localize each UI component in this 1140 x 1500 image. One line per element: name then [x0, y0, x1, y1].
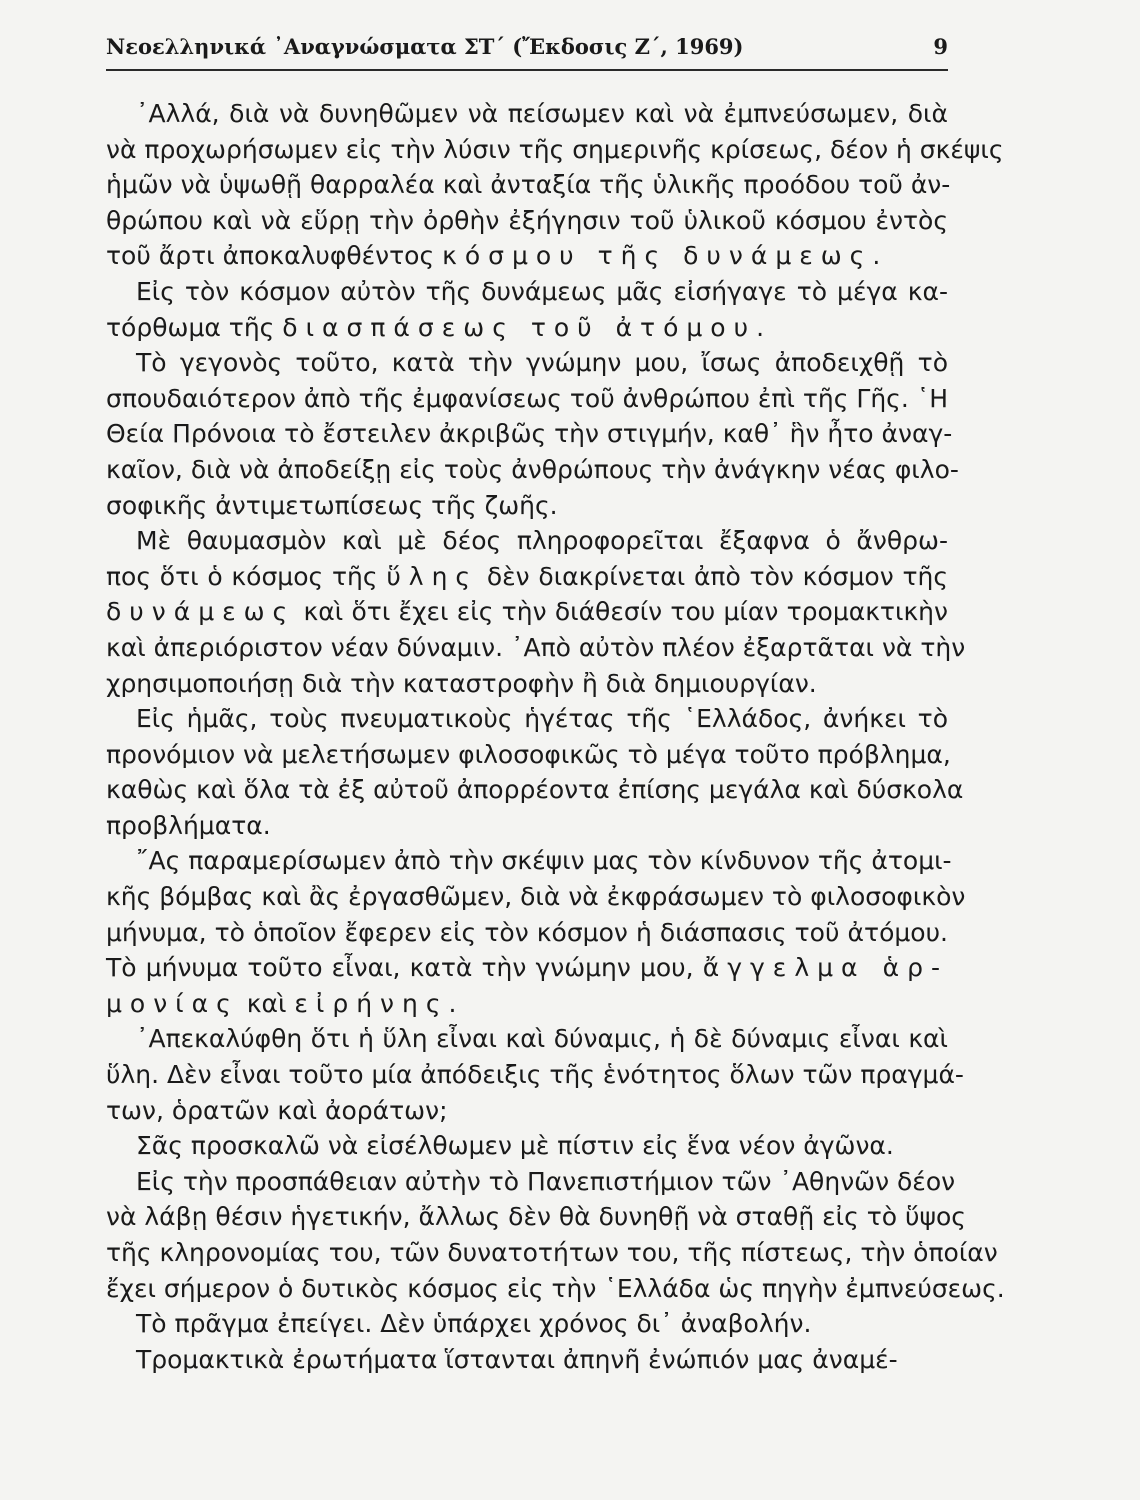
paragraph: [106, 1128, 948, 1164]
text-line: [106, 1342, 948, 1378]
text-segment: Τὸ μήνυμα τοῦτο εἶναι, κατὰ τὴν γνώμην μου,: [106, 953, 703, 983]
text-line: [106, 1021, 948, 1057]
text-segment: σπουδαιότερον ἀπὸ τῆς ἐμφανίσεως τοῦ ἀνθρώπου ἐπὶ τῆς Γῆς. ῾Η: [106, 383, 949, 413]
text-segment: τῆς κληρονομίας του, τῶν δυνατοτήτων του, τῆς πίστεως, τὴν ὁποίαν: [106, 1238, 998, 1267]
text-segment: σοφικῆς ἀντιμετωπίσεως τῆς ζωῆς.: [106, 490, 558, 520]
text-line: [106, 1164, 956, 1200]
text-segment: δὲν διακρίνεται ἀπὸ τὸν κόσμον τῆς: [478, 561, 949, 591]
text-line: [106, 1235, 998, 1271]
paragraph: [106, 843, 966, 1021]
text-segment: θρώπου καὶ νὰ εὕρῃ τὴν ὀρθὴν ἐξήγησιν τοῦ ὑλικοῦ κόσμου ἐντὸς: [106, 205, 948, 235]
text-line: [106, 1271, 1005, 1307]
paragraph: [106, 1021, 964, 1128]
text-segment: καὶ: [238, 988, 295, 1018]
text-segment: καὶ ὅτι ἔχει εἰς τὴν διάθεσίν του μίαν τρομακτικὴν: [295, 597, 948, 627]
spaced-emphasis: εἰρήνης.: [294, 988, 465, 1018]
text-line: [106, 666, 948, 702]
spaced-emphasis: διασπάσεως τοῦ ἀτόμου.: [282, 312, 773, 342]
text-segment: Μὲ θαυμασμὸν καὶ μὲ δέος πληροφορεῖται ἔξαφνα ὁ ἄνθρω-: [136, 526, 948, 556]
text-line: [106, 843, 952, 879]
text-segment: ῎Ας παραμερίσωμεν ἀπὸ τὴν σκέψιν μας τὸν κίνδυνον τῆς ἀτομι-: [136, 846, 952, 876]
text-line: [106, 772, 964, 808]
text-segment: τόρθωμα τῆς: [106, 312, 283, 342]
text-segment: καῖον, διὰ νὰ ἀποδείξῃ εἰς τοὺς ἀνθρώπους τὴν ἀνάγκην νέας φιλο-: [106, 454, 959, 484]
text-segment: Θεία Πρόνοια τὸ ἔστειλεν ἀκριβῶς τὴν στιγμήν, καθ᾿ ἣν ἦτο ἀναγ-: [106, 419, 953, 449]
paragraph: [106, 274, 948, 345]
text-line: [106, 594, 948, 630]
text-segment: προβλήματα.: [106, 810, 271, 840]
text-line: [106, 488, 948, 524]
text-line: [106, 737, 951, 773]
spaced-emphasis: ὕλης: [386, 561, 479, 591]
text-line: [106, 915, 948, 951]
text-line: [106, 238, 948, 274]
text-line: [106, 345, 948, 381]
text-segment: Τὸ πρᾶγμα ἐπείγει. Δὲν ὑπάρχει χρόνος δι᾿ ἀναβολήν.: [136, 1309, 812, 1339]
spaced-emphasis: μονίας: [106, 988, 239, 1018]
paragraph: [106, 701, 964, 843]
text-line: [106, 96, 948, 132]
text-line: [106, 986, 948, 1022]
text-segment: ὕλη. Δὲν εἶναι τοῦτο μία ἀπόδειξις τῆς ἑνότητος ὅλων τῶν πραγμά-: [106, 1060, 964, 1090]
text-line: [106, 559, 948, 595]
text-line: [106, 310, 948, 346]
text-segment: νὰ προχωρήσωμεν εἰς τὴν λύσιν τῆς σημερινῆς κρίσεως, δέον ἡ σκέψις: [106, 134, 1004, 164]
text-line: [106, 701, 948, 737]
text-segment: νὰ λάβῃ θέσιν ἡγετικήν, ἄλλως δὲν θὰ δυνηθῇ νὰ σταθῇ εἰς τὸ ὕψος: [106, 1202, 966, 1232]
text-line: [106, 1199, 966, 1235]
running-header: [106, 34, 948, 59]
text-segment: πος ὅτι ὁ κόσμος τῆς: [106, 561, 387, 591]
header-title: Νεοελληνικά ᾿Αναγνώσματα ΣΤ΄ (Ἔκδοσις Ζ΄, 1969): [106, 34, 744, 59]
paragraph: [106, 345, 959, 523]
text-segment: Εἰς τὴν προσπάθειαν αὐτὴν τὸ Πανεπιστήμιον τῶν ᾿Αθηνῶν δέον: [136, 1166, 956, 1196]
header-rule: [106, 69, 948, 71]
text-segment: Εἰς τὸν κόσμον αὐτὸν τῆς δυνάμεως μᾶς εἰσήγαγε τὸ μέγα κα-: [136, 276, 948, 306]
text-segment: ἡμῶν νὰ ὑψωθῇ θαρραλέα καὶ ἀνταξία τῆς ὑλικῆς προόδου τοῦ ἀν-: [106, 170, 951, 200]
text-segment: κῆς βόμβας καὶ ἂς ἐργασθῶμεν, διὰ νὰ ἐκφράσωμεν τὸ φιλοσοφικὸν: [106, 882, 966, 912]
text-line: [106, 808, 948, 844]
text-line: [106, 523, 948, 559]
text-segment: Σᾶς προσκαλῶ νὰ εἰσέλθωμεν μὲ πίστιν εἰς ἕνα νέον ἀγῶνα.: [136, 1131, 894, 1161]
paragraph: [106, 1306, 948, 1342]
text-line: [106, 950, 948, 986]
text-line: [106, 1128, 948, 1164]
text-segment: Εἰς ἡμᾶς, τοὺς πνευματικοὺς ἡγέτας τῆς ῾Ελλάδος, ἀνήκει τὸ: [136, 704, 948, 734]
text-segment: Τρομακτικὰ ἐρωτήματα ἵστανται ἀπηνῆ ἐνώπιόν μας ἀναμέ-: [136, 1344, 898, 1374]
spaced-emphasis: ἄγγελμα ἁρ-: [702, 953, 948, 983]
text-segment: ἔχει σήμερον ὁ δυτικὸς κόσμος εἰς τὴν ῾Ελλάδα ὡς πηγὴν ἐμπνεύσεως.: [106, 1273, 1005, 1303]
text-segment: των, ὁρατῶν καὶ ἀοράτων;: [106, 1095, 448, 1125]
text-line: [106, 274, 948, 310]
text-line: [106, 1093, 948, 1129]
text-line: [106, 167, 951, 203]
body-text: [106, 96, 1005, 1377]
text-segment: καὶ ἀπεριόριστον νέαν δύναμιν. ᾿Απὸ αὐτὸν πλέον ἐξαρτᾶται νὰ τὴν: [106, 632, 966, 662]
text-line: [106, 1306, 948, 1342]
text-line: [106, 630, 966, 666]
spaced-emphasis: δυνάμεως: [106, 597, 296, 627]
text-segment: προνόμιον νὰ μελετήσωμεν φιλοσοφικῶς τὸ μέγα τοῦτο πρόβλημα,: [106, 739, 951, 769]
text-segment: Τὸ γεγονὸς τοῦτο, κατὰ τὴν γνώμην μου, ἴσως ἀποδειχθῇ τὸ: [136, 348, 948, 378]
text-segment: τοῦ ἄρτι ἀποκαλυφθέντος: [106, 241, 443, 271]
text-line: [106, 1057, 964, 1093]
spaced-emphasis: κόσμου τῆς δυνάμεως.: [442, 241, 889, 271]
text-line: [106, 416, 953, 452]
paragraph: [106, 96, 1004, 274]
paragraph: [106, 523, 966, 701]
text-line: [106, 452, 959, 488]
text-line: [106, 132, 1004, 168]
text-segment: ᾿Αλλά, διὰ νὰ δυνηθῶμεν νὰ πείσωμεν καὶ νὰ ἐμπνεύσωμεν, διὰ: [136, 99, 948, 128]
page-number: 9: [933, 34, 948, 59]
text-line: [106, 381, 948, 417]
text-segment: ᾿Απεκαλύφθη ὅτι ἡ ὕλη εἶναι καὶ δύναμις, ἡ δὲ δύναμις εἶναι καὶ: [136, 1024, 948, 1054]
paragraph: [106, 1342, 948, 1378]
text-segment: χρησιμοποιήσῃ διὰ τὴν καταστροφὴν ἢ διὰ δημιουργίαν.: [106, 668, 817, 698]
text-line: [106, 203, 948, 239]
text-segment: καθὼς καὶ ὅλα τὰ ἐξ αὐτοῦ ἀπορρέοντα ἐπίσης μεγάλα καὶ δύσκολα: [106, 775, 964, 805]
paragraph: [106, 1164, 1005, 1306]
text-line: [106, 879, 966, 915]
text-segment: μήνυμα, τὸ ὁποῖον ἔφερεν εἰς τὸν κόσμον ἡ διάσπασις τοῦ ἀτόμου.: [106, 917, 948, 947]
